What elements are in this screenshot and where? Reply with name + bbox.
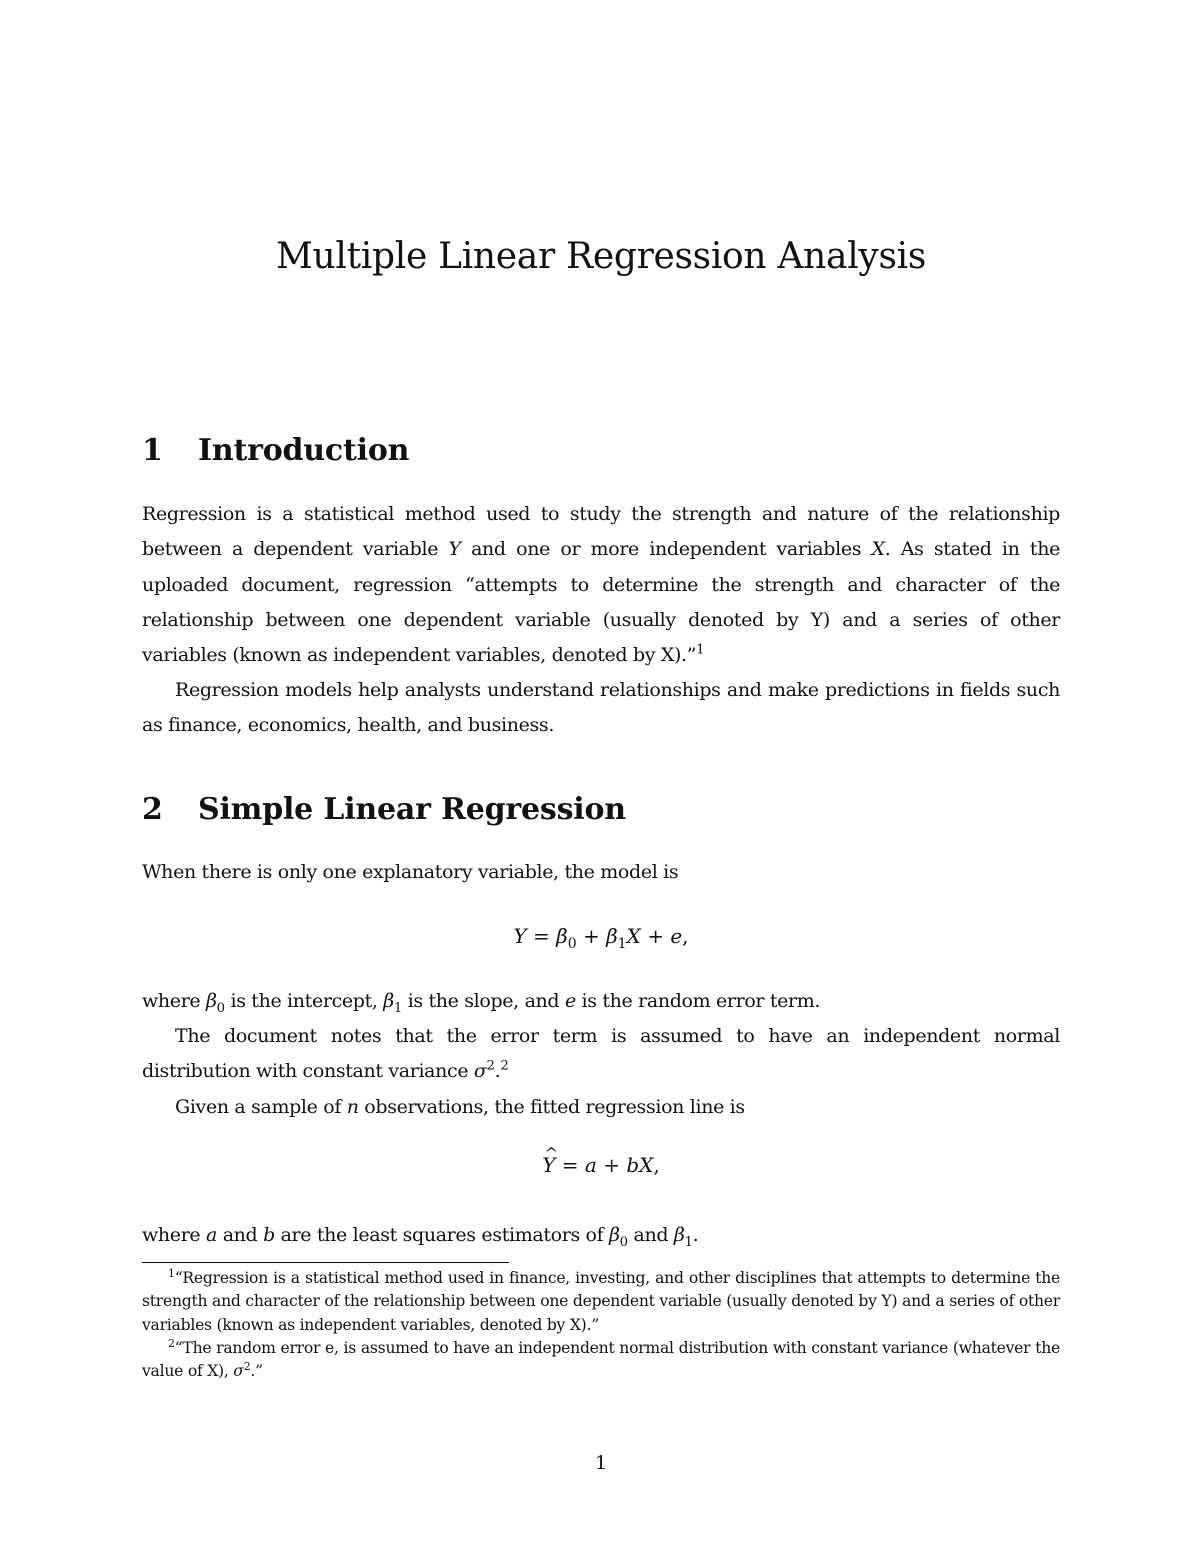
text-run: and one or more independent variables bbox=[460, 538, 872, 561]
symbol-sigma: σ bbox=[473, 1060, 487, 1083]
text-run: observations, the fitted regression line is bbox=[358, 1096, 745, 1118]
text-run: . bbox=[692, 1224, 699, 1246]
variable-x: X bbox=[871, 538, 885, 561]
paragraph-model-terms bbox=[142, 984, 1060, 1019]
text-run: where bbox=[142, 990, 207, 1012]
footnote-2 bbox=[142, 1337, 1060, 1384]
section-number: 1 bbox=[142, 433, 163, 468]
eq-punct: , bbox=[653, 1153, 660, 1177]
text-run: Given a sample of bbox=[175, 1096, 347, 1118]
symbol-beta: β bbox=[609, 1224, 620, 1246]
section-title: Simple Linear Regression bbox=[198, 792, 626, 827]
variable-b: b bbox=[263, 1224, 275, 1246]
symbol-sigma: σ bbox=[233, 1362, 244, 1381]
footnote-ref-2[interactable]: 2 bbox=[500, 1058, 509, 1074]
eq-term: e bbox=[670, 924, 683, 948]
paragraph-regression-definition bbox=[142, 497, 1060, 673]
text-run: is the intercept, bbox=[224, 990, 384, 1012]
variable-a: a bbox=[206, 1224, 217, 1246]
page-number: 1 bbox=[594, 1452, 608, 1474]
text-run: . bbox=[494, 1060, 501, 1083]
document-title: Multiple Linear Regression Analysis bbox=[275, 236, 927, 277]
text-run: and bbox=[217, 1224, 264, 1246]
eq-subscript: 1 bbox=[617, 936, 627, 952]
text-run: are the least squares estimators of bbox=[274, 1224, 610, 1246]
footnote-mark: 2 bbox=[168, 1336, 175, 1350]
eq-term: Y bbox=[513, 924, 527, 948]
footnote-text: “Regression is a statistical method used in finance, investing, and other disciplines that attempts to determine the strength and character of the relationship between one dependent variable (usually denoted by Y) and a series of other variables (known as independent variables, denoted by X).” bbox=[142, 1269, 1060, 1334]
variable-y: Y bbox=[448, 538, 461, 561]
section-title: Introduction bbox=[198, 433, 410, 468]
eq-subscript: 0 bbox=[567, 936, 577, 952]
paragraph-model-intro: When there is only one explanatory variable, the model is bbox=[142, 861, 679, 883]
eq-term: a bbox=[584, 1153, 597, 1177]
eq-term: X bbox=[626, 924, 641, 948]
eq-operator: = bbox=[526, 924, 557, 948]
footnote-1 bbox=[142, 1267, 1060, 1337]
paragraph-regression-uses: Regression models help analysts understand relationships and make predictions in fields such as finance, economics, health, and business. bbox=[142, 679, 1060, 737]
symbol-beta: β bbox=[206, 990, 217, 1012]
text-run: . As stated in the uploaded document, regression “attempts to determine the strength and character of the relationship between one dependent variable (usually denoted by Y) and a series of other variables (known as independent variables, denoted by X).” bbox=[142, 538, 1060, 667]
variable-e: e bbox=[564, 990, 576, 1012]
subscript: 1 bbox=[393, 1000, 402, 1016]
footnote-ref-1[interactable]: 1 bbox=[696, 642, 705, 658]
eq-term: X bbox=[639, 1153, 654, 1177]
symbol-beta: β bbox=[383, 990, 394, 1012]
text-run: where bbox=[142, 1224, 207, 1246]
subscript: 1 bbox=[684, 1234, 693, 1250]
section-heading-simple-linear-regression bbox=[142, 792, 626, 827]
footnote-mark: 1 bbox=[168, 1266, 175, 1280]
eq-operator: + bbox=[640, 924, 671, 948]
footnote-text: .” bbox=[250, 1362, 263, 1381]
eq-punct: , bbox=[682, 924, 689, 948]
text-run: is the random error term. bbox=[575, 990, 821, 1012]
document-page bbox=[142, 0, 1060, 1553]
superscript: 2 bbox=[486, 1058, 495, 1074]
eq-operator: = bbox=[555, 1153, 585, 1177]
eq-term: b bbox=[626, 1153, 640, 1177]
subscript: 0 bbox=[619, 1234, 628, 1250]
equation-simple-model bbox=[142, 924, 1060, 952]
footnote-divider bbox=[142, 1262, 509, 1263]
equation-fitted-line bbox=[142, 1153, 1060, 1177]
eq-term: β bbox=[606, 924, 618, 948]
section-heading-introduction bbox=[142, 433, 409, 468]
paragraph-estimators bbox=[142, 1218, 1060, 1253]
text-run: Regression is a statistical method used to study the strength and nature of the relationship between a dependent variable bbox=[142, 503, 1060, 561]
footnote-text: “The random error e, is assumed to have an independent normal distribution with constant variance (whatever the value of X), bbox=[142, 1339, 1060, 1381]
subscript: 0 bbox=[216, 1000, 225, 1016]
section-number: 2 bbox=[142, 792, 163, 827]
text-run: and bbox=[627, 1224, 674, 1246]
eq-term-y-hat: ^ Y bbox=[542, 1153, 555, 1177]
eq-operator: + bbox=[596, 1153, 627, 1177]
variable-n: n bbox=[346, 1096, 359, 1118]
symbol-beta: β bbox=[673, 1224, 685, 1246]
text-run: is the slope, and bbox=[402, 990, 565, 1012]
eq-operator: + bbox=[576, 924, 607, 948]
paragraph-error-term bbox=[142, 1019, 1060, 1090]
paragraph-fitted-line-intro bbox=[142, 1090, 1060, 1125]
superscript: 2 bbox=[243, 1360, 251, 1374]
text-run: The document notes that the error term is assumed to have an independent normal distribution with constant variance bbox=[142, 1025, 1060, 1083]
eq-term: β bbox=[556, 924, 568, 948]
